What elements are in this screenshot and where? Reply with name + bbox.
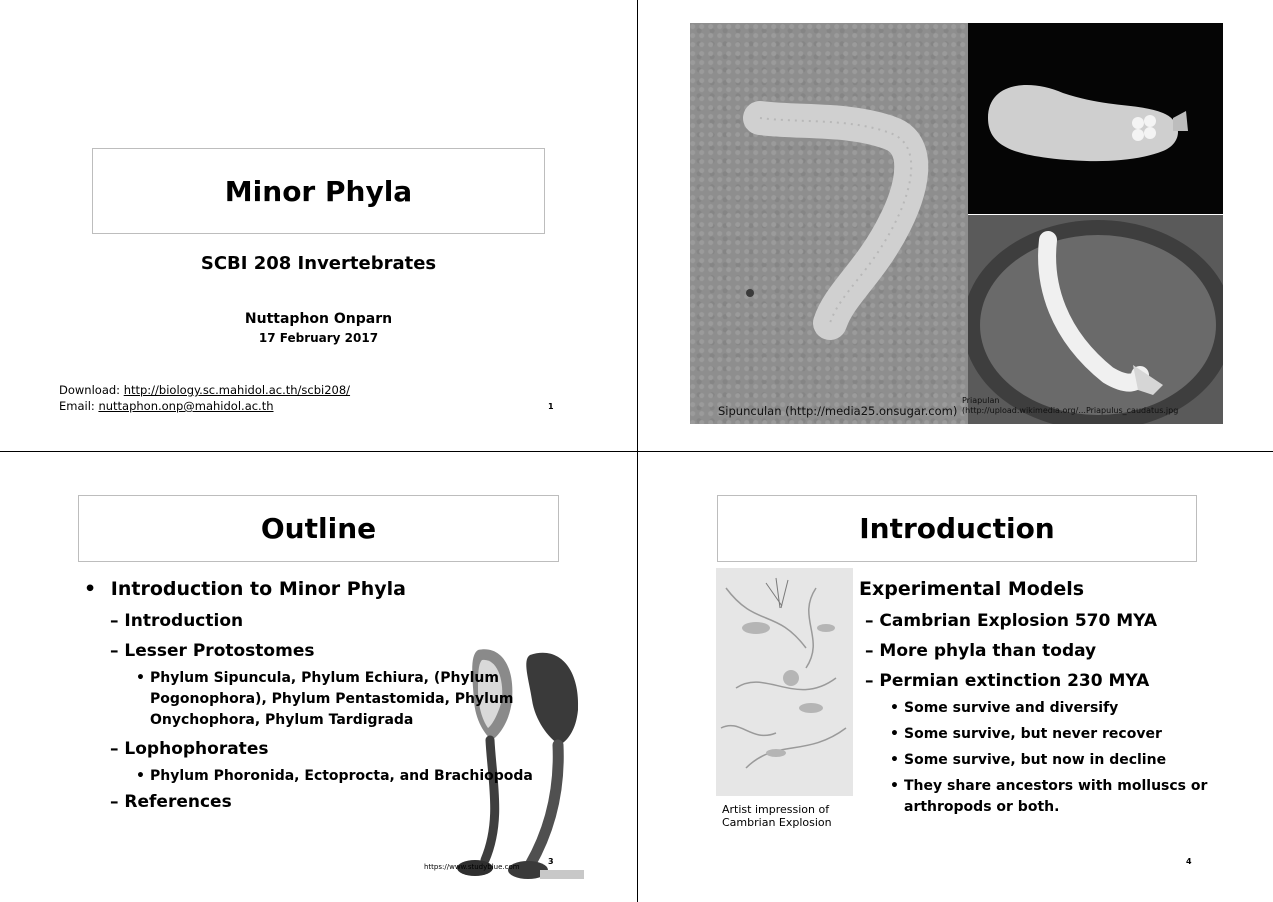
priapulan-photo-top <box>968 23 1223 214</box>
intro-sub-item: Some survive, but never recover <box>904 726 1162 742</box>
email-line <box>59 399 274 413</box>
art-caption-line-1: Artist impression of <box>722 803 830 816</box>
priapulan-caption-line-2: (http://upload.wikimedia.org/...Priapulus_caudatus.jpg <box>962 406 1179 415</box>
slide-2 <box>638 0 1273 451</box>
slide-title: Introduction <box>717 495 1197 562</box>
art-caption <box>722 803 832 829</box>
intro-sub-item: They share ancestors with molluscs or <box>904 778 1208 794</box>
slide-title: Outline <box>78 495 559 562</box>
watermark-stamp <box>540 870 584 879</box>
intro-item: – Cambrian Explosion 570 MYA <box>865 611 1158 631</box>
email-link[interactable]: nuttaphon.onp@mahidol.ac.th <box>98 399 274 413</box>
slide-4 <box>638 452 1273 902</box>
outline-item-lesser-protostomes: – Lesser Protostomes <box>110 641 315 661</box>
slide-1 <box>0 0 637 451</box>
bullet-dot-lophophorates: • <box>136 768 145 784</box>
outline-item-introduction: – Introduction <box>110 611 244 631</box>
download-link[interactable]: http://biology.sc.mahidol.ac.th/scbi208/ <box>123 383 351 397</box>
lesser-protostomes-detail-3: Onychophora, Phylum Tardigrada <box>150 712 414 728</box>
page-number: 1 <box>548 402 554 411</box>
intro-sub-item-continued: arthropods or both. <box>904 799 1060 815</box>
slide-3 <box>0 452 637 902</box>
lophophorates-detail: Phylum Phoronida, Ectoprocta, and Brachiopoda <box>150 768 533 784</box>
cambrian-explosion-art <box>716 568 853 796</box>
lesser-protostomes-detail-1: Phylum Sipuncula, Phylum Echiura, (Phylum <box>150 670 499 686</box>
download-label: Download: <box>59 383 124 397</box>
bullet-dot: • <box>890 778 899 794</box>
bullet-dot-lesser-protostomes: • <box>136 670 145 686</box>
outline-item-references: – References <box>110 792 232 812</box>
presentation-date: 17 February 2017 <box>258 331 379 345</box>
page-number: 3 <box>548 857 554 866</box>
bullet-dot: • <box>890 726 899 742</box>
section-heading: Experimental Models <box>859 578 1085 600</box>
bullet-dot: • <box>84 578 97 600</box>
lesser-protostomes-detail-2: Pogonophora), Phylum Pentastomida, Phylum <box>150 691 514 707</box>
author-name: Nuttaphon Onparn <box>244 311 393 327</box>
intro-sub-item: Some survive and diversify <box>904 700 1119 716</box>
bullet-main <box>84 578 406 600</box>
priapulan-caption-line-1: Priapulan <box>962 396 1000 405</box>
course-name: SCBI 208 Invertebrates <box>200 253 437 274</box>
priapulan-caption <box>962 396 1178 416</box>
priapulan-photo-bottom <box>968 215 1223 424</box>
intro-item: – Permian extinction 230 MYA <box>865 671 1150 691</box>
image-credit: https://www.studyblue.com <box>424 863 520 871</box>
bullet-main-text: Introduction to Minor Phyla <box>110 578 406 600</box>
sipunculan-photo <box>690 23 968 424</box>
page-number: 4 <box>1186 857 1192 866</box>
intro-item: – More phyla than today <box>865 641 1097 661</box>
bullet-dot: • <box>890 752 899 768</box>
art-caption-line-2: Cambrian Explosion <box>722 816 832 829</box>
outline-item-lophophorates: – Lophophorates <box>110 739 269 759</box>
intro-sub-item: Some survive, but now in decline <box>904 752 1167 768</box>
slide-title: Minor Phyla <box>92 148 545 234</box>
download-line <box>59 383 350 397</box>
email-label: Email: <box>59 399 99 413</box>
bullet-dot: • <box>890 700 899 716</box>
sipunculan-caption: Sipunculan (http://media25.onsugar.com) <box>718 404 958 418</box>
